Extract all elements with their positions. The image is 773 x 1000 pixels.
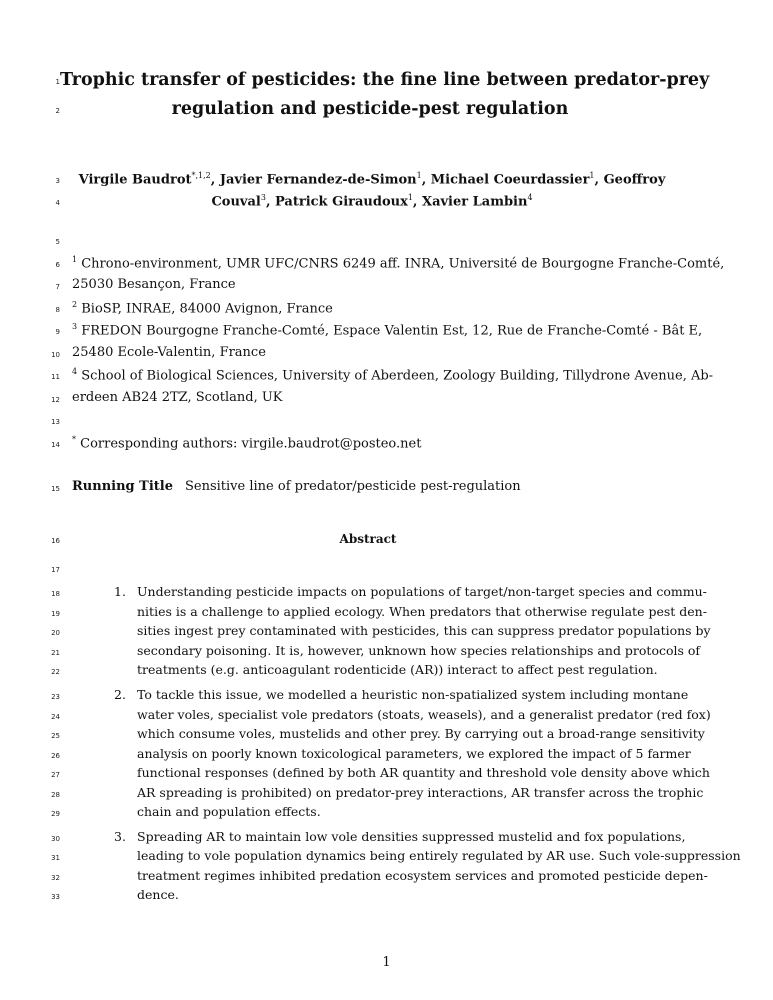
line-number: 16 (51, 537, 60, 545)
line-number: 14 (51, 441, 60, 449)
abstract-line: Spreading AR to maintain low vole densities suppressed mustelid and fox populations, (137, 829, 686, 844)
paper-title-line-1: Trophic transfer of pesticides: the fine line between predator-prey (60, 70, 710, 90)
page-number: 1 (382, 955, 391, 970)
affiliation-mark: 4 (72, 367, 78, 376)
abstract-line: water voles, specialist vole predators (stoats, weasels), and a generalist predator (red fox) (137, 707, 711, 722)
line-number: 24 (51, 713, 60, 721)
line-number: 19 (51, 610, 60, 618)
abstract-line: sities ingest prey contaminated with pesticides, this can suppress predator populations by (137, 623, 711, 638)
line-number: 8 (55, 306, 60, 314)
abstract-item-number: 1. (114, 584, 126, 599)
abstract-line: leading to vole population dynamics being entirely regulated by AR use. Such vole-suppression (137, 848, 741, 863)
affiliation-text: Chrono-environment, UMR UFC/CNRS 6249 aff. INRA, Université de Bourgogne Franche-Comté, (81, 256, 725, 272)
line-number: 9 (55, 328, 60, 336)
line-number: 6 (55, 261, 60, 269)
author-affiliation-mark: 1 (589, 171, 595, 180)
affiliation-3-line-2: 25480 Ecole-Valentin, France (72, 345, 266, 360)
affiliation-text: BioSP, INRAE, 84000 Avignon, France (81, 301, 333, 317)
paper-title-line-2: regulation and pesticide-pest regulation (171, 99, 569, 119)
corresponding-text: Corresponding authors: virgile.baudrot@posteo.net (80, 436, 422, 452)
line-number: 29 (51, 810, 60, 818)
abstract-line: chain and population effects. (137, 804, 321, 819)
affiliation-text: FREDON Bourgogne Franche-Comté, Espace Valentin Est, 12, Rue de Franche-Comté - Bât E, (81, 323, 703, 339)
line-number: 7 (55, 283, 60, 291)
line-number: 23 (51, 693, 60, 701)
author-name: Michael Coeurdassier (430, 172, 590, 188)
line-number: 31 (51, 854, 60, 862)
author-name: Xavier Lambin (421, 194, 528, 210)
affiliation-1-line-1 (72, 255, 724, 271)
author-affiliation-mark: 3 (260, 193, 266, 202)
author-name-part-2: Couval (211, 194, 261, 210)
line-number: 26 (51, 752, 60, 760)
abstract-line: nities is a challenge to applied ecology. When predators that otherwise regulate pest den- (137, 604, 707, 619)
author-name: Javier Fernandez-de-Simon (219, 172, 417, 188)
affiliation-mark: 1 (72, 255, 78, 264)
abstract-line: secondary poisoning. It is, however, unknown how species relationships and protocols of (137, 643, 701, 658)
author-affiliation-mark: 4 (527, 193, 533, 202)
running-title (72, 479, 521, 494)
line-number: 11 (51, 373, 60, 381)
line-number: 20 (51, 629, 60, 637)
abstract-line: treatments (e.g. anticoagulant rodenticide (AR)) interact to affect pest regulation. (137, 662, 658, 677)
line-number: 4 (55, 199, 60, 207)
line-number: 3 (55, 177, 60, 185)
line-number: 15 (51, 485, 60, 493)
abstract-line: Understanding pesticide impacts on populations of target/non-target species and commu- (137, 584, 707, 599)
author-affiliation-mark: 1 (416, 171, 422, 180)
line-number: 33 (51, 893, 60, 901)
line-number: 5 (55, 238, 60, 246)
corresponding-author (72, 435, 421, 451)
author-name-part-1: Geoffroy (603, 172, 666, 188)
abstract-line: analysis on poorly known toxicological parameters, we explored the impact of 5 farmer (137, 746, 691, 761)
affiliation-4-line-1 (72, 367, 713, 383)
line-number: 21 (51, 649, 60, 657)
line-number: 17 (51, 566, 60, 574)
abstract-item-number: 2. (114, 687, 126, 702)
abstract-item-number: 3. (114, 829, 126, 844)
affiliation-mark: 3 (72, 322, 78, 331)
abstract-line: To tackle this issue, we modelled a heuristic non-spatialized system including montane (137, 687, 689, 702)
line-number: 18 (51, 590, 60, 598)
line-number: 12 (51, 396, 60, 404)
line-number: 1 (55, 78, 60, 86)
affiliation-4-line-2: erdeen AB24 2TZ, Scotland, UK (72, 390, 283, 405)
line-number: 10 (51, 351, 60, 359)
line-number: 30 (51, 835, 60, 843)
affiliation-text: School of Biological Sciences, University of Aberdeen, Zoology Building, Tillydrone Avenue, Ab- (81, 368, 714, 384)
affiliation-1-line-2: 25030 Besançon, France (72, 277, 236, 292)
affiliation-3-line-1 (72, 322, 703, 339)
line-number: 2 (55, 107, 60, 115)
line-number: 25 (51, 732, 60, 740)
corresponding-mark: * (72, 435, 76, 444)
line-number: 13 (51, 418, 60, 426)
line-number: 27 (51, 771, 60, 779)
affiliation-mark: 2 (72, 300, 78, 309)
author-name: Virgile Baudrot (78, 172, 192, 188)
line-number: 22 (51, 668, 60, 676)
running-title-text: Sensitive line of predator/pesticide pest-regulation (185, 479, 521, 494)
abstract-line: dence. (137, 887, 179, 902)
author-list-line-1: Virgile Baudrot$^{*,1,2}$, Javier Fernandez-de-Simon$^1$, Michael Coeurdassier$^1$, Geoffroy (78, 171, 666, 188)
abstract-line: AR spreading is prohibited) on predator-prey interactions, AR transfer across the trophic (137, 785, 704, 800)
author-affiliation-mark: *,1,2 (191, 171, 211, 180)
affiliation-2 (72, 300, 333, 316)
author-affiliation-mark: 1 (407, 193, 413, 202)
abstract-heading: Abstract (339, 532, 397, 546)
line-number: 32 (51, 874, 60, 882)
abstract-line: which consume voles, mustelids and other prey. By carrying out a broad-range sensitivity (137, 726, 705, 741)
author-name: Patrick Giraudoux (275, 194, 408, 210)
author-list-line-2: Couval$^3$, Patrick Giraudoux$^1$, Xavier Lambin$^4$ (211, 193, 533, 210)
abstract-line: functional responses (defined by both AR quantity and threshold vole density above which (137, 765, 710, 780)
line-number: 28 (51, 791, 60, 799)
running-title-label: Running Title (72, 479, 173, 494)
abstract-line: treatment regimes inhibited predation ecosystem services and promoted pesticide depen- (137, 868, 708, 883)
